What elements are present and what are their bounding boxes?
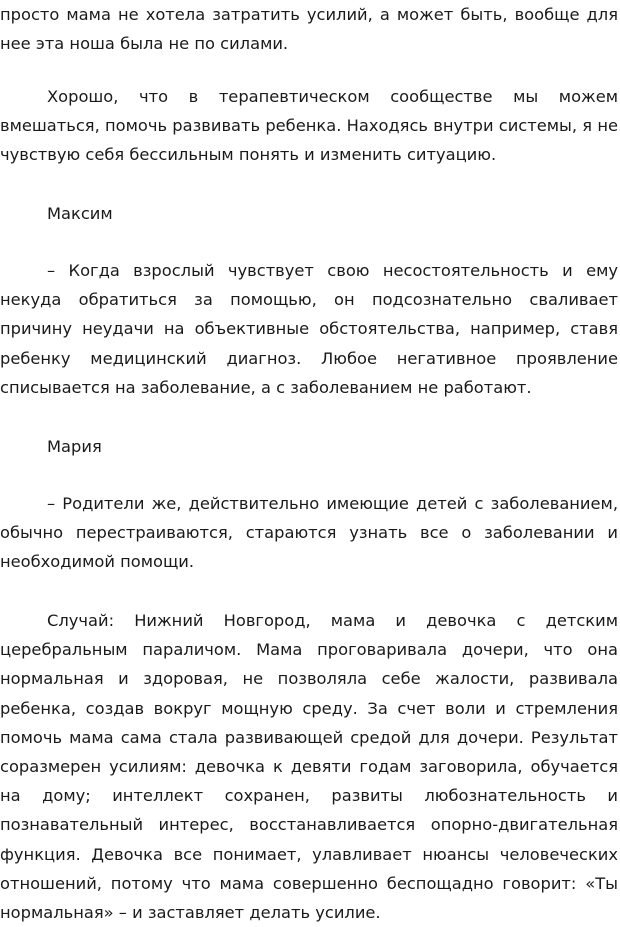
- paragraph-maria-remark: – Родители же, действительно имеющие детей с заболеванием, обычно перестраиваются, стараются узнать все о заболевании и необходимой помощи.: [0, 494, 618, 572]
- speaker-name-maria: Мария: [47, 437, 102, 456]
- speaker-name-maxim: Максим: [47, 204, 113, 223]
- paragraph-therapeutic-community: Хорошо, что в терапевтическом сообществе мы можем вмешаться, помочь развивать ребенка. Находясь внутри системы, я не чувствую себя бессильным понять и изменить ситуацию.: [0, 87, 618, 165]
- paragraph-maxim-remark: – Когда взрослый чувствует свою несостоятельность и ему некуда обратиться за помощью, он подсознательно сваливает причину неудачи на объективные обстоятельства, например, ставя ребенку медицинский диагноз. Любое негативное проявление списывается на заболевание, а с заболеванием не работают.: [0, 261, 618, 397]
- paragraph-case-study: Случай: Нижний Новгород, мама и девочка с детским церебральным параличом. Мама проговаривала дочери, что она нормальная и здоровая, не позволяла себе жалости, развивала ребенка, создав вокруг мощную среду. За счет воли и стремления помочь мама сама стала развивающей средой для дочери. Результат соразмерен усилиям: девочка к девяти годам заговорила, обучается на дому; интеллект сохранен, развиты любознательность и познавательный интерес, восстанавливается опорно-двигательная функция. Девочка все понимает, улавливает нюансы человеческих отношений, потому что мама совершенно беспощадно говорит: «Ты нормальная» – и заставляет делать усилие.: [0, 611, 618, 923]
- paragraph-continuation: просто мама не хотела затратить усилий, а может быть, вообще для нее эта ноша была не по силами.: [0, 4, 618, 53]
